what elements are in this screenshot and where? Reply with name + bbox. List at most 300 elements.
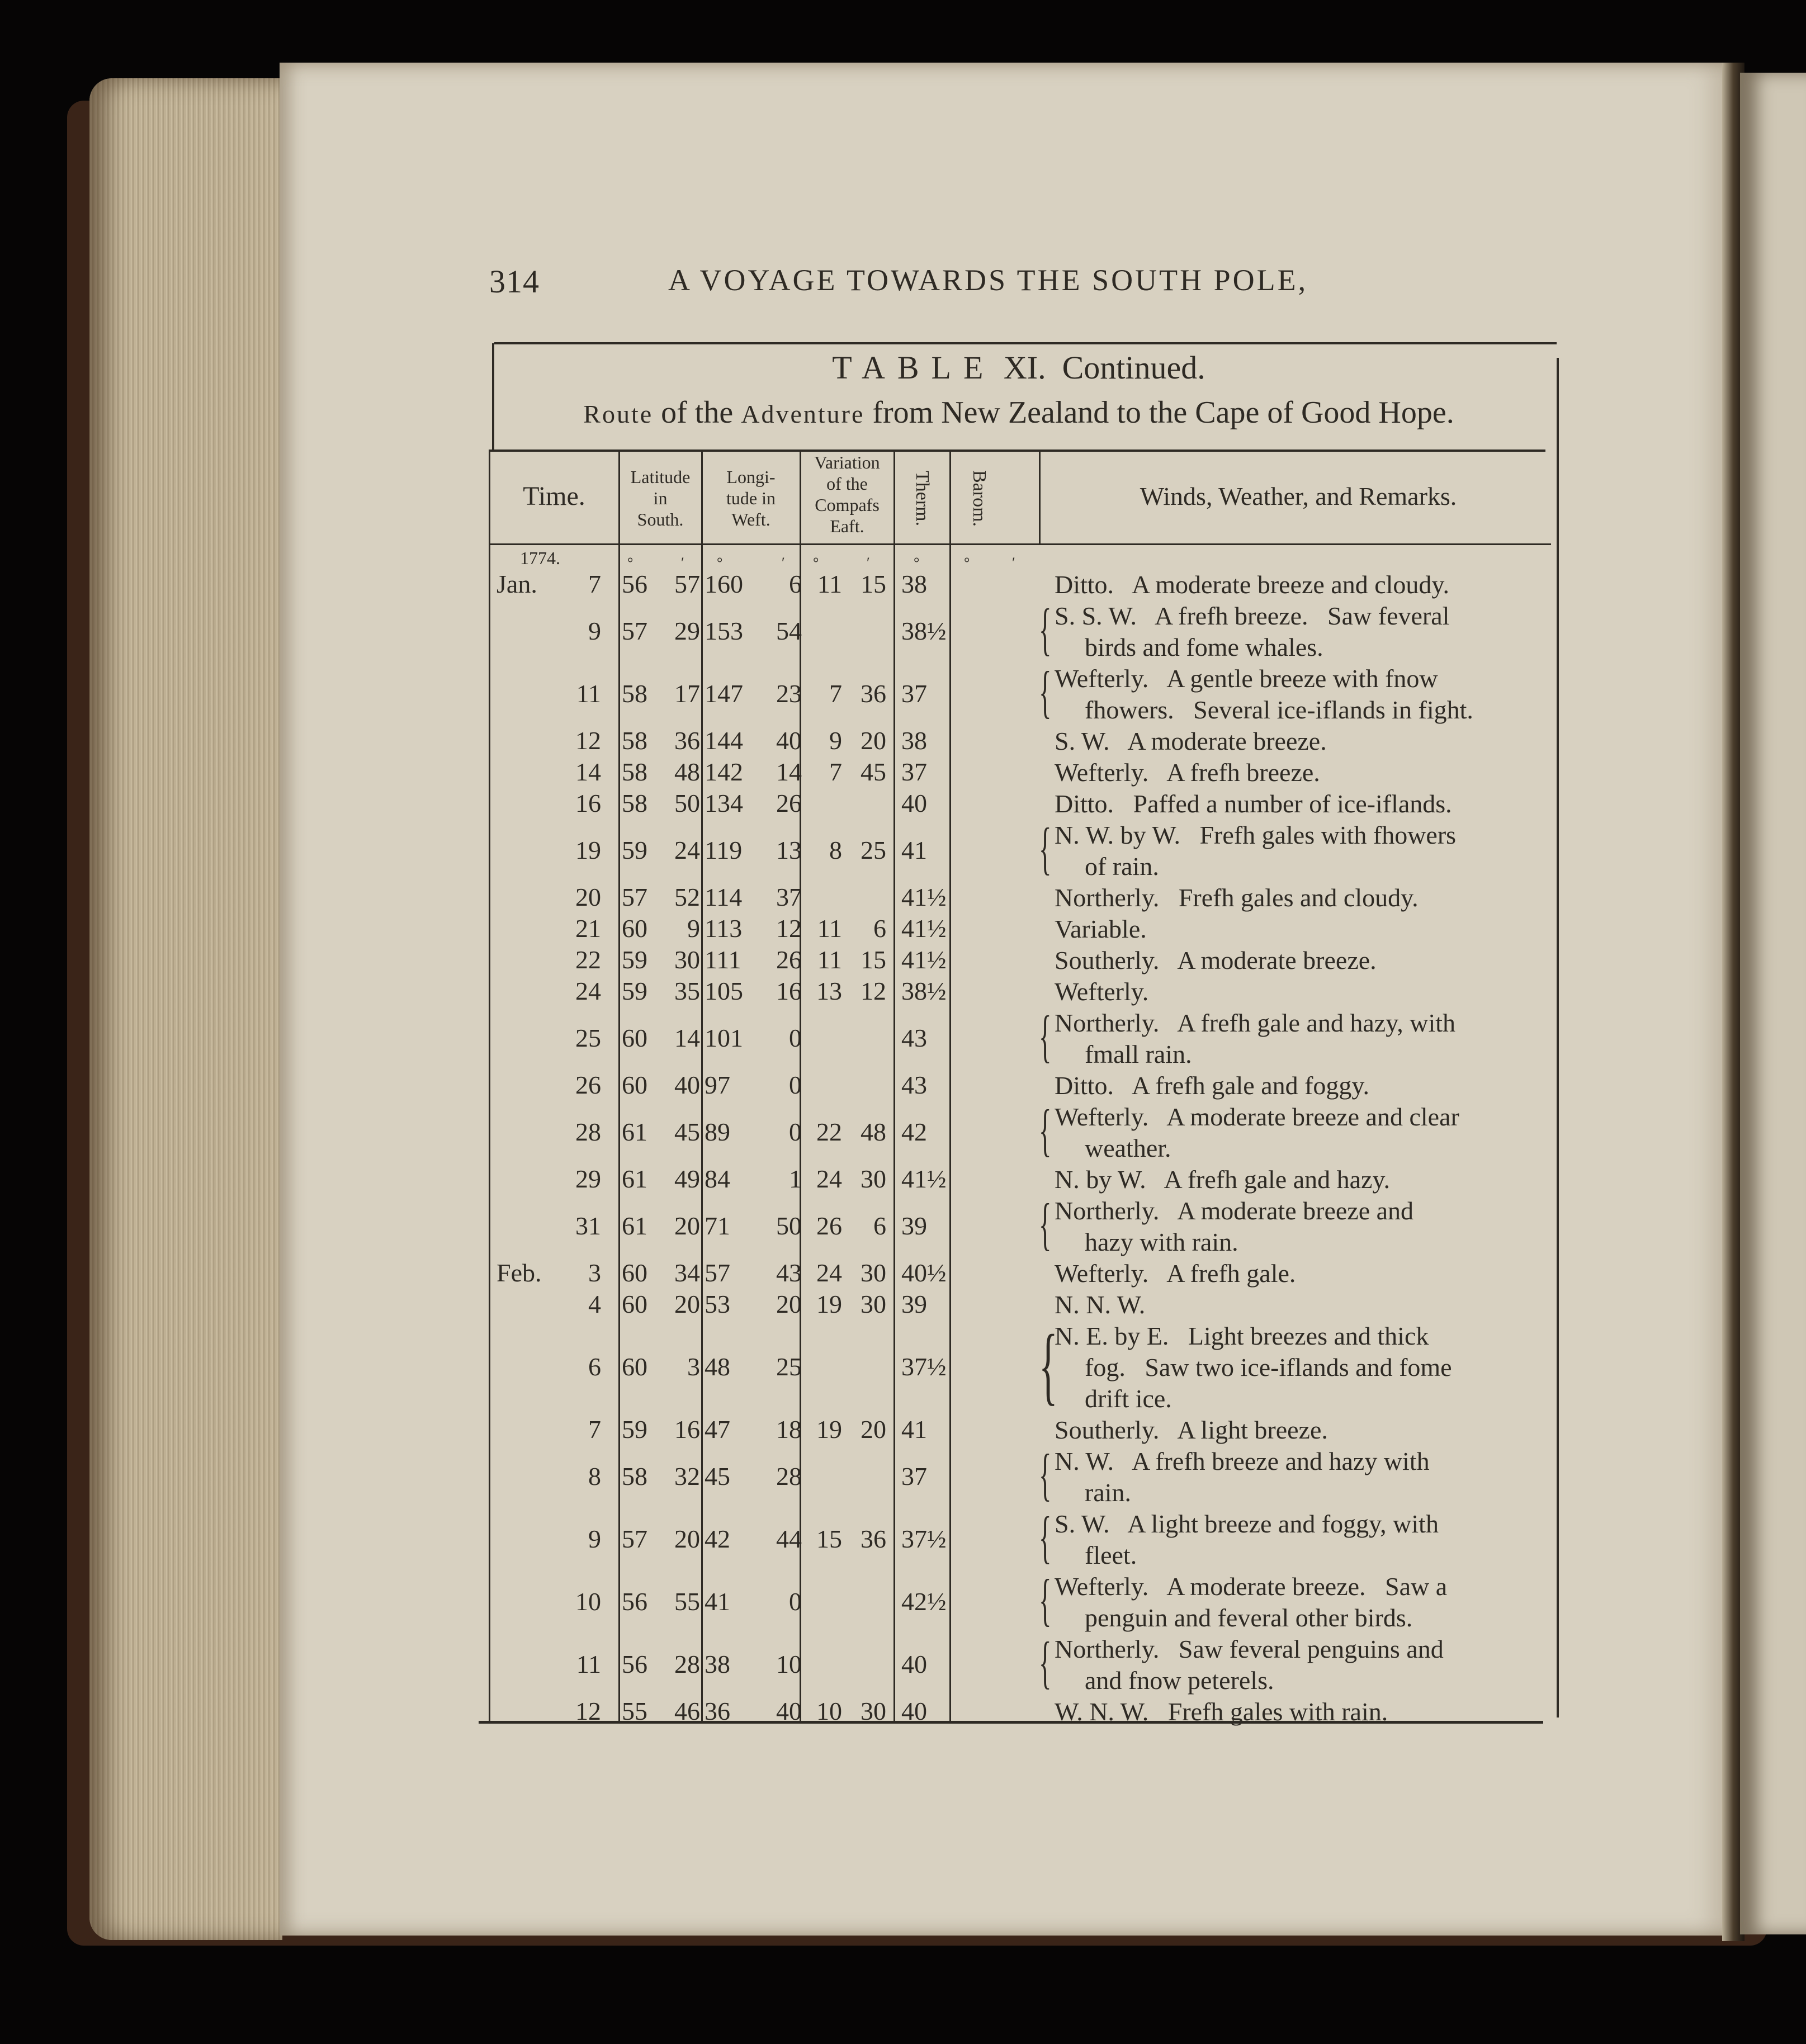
latitude-degrees: 59 bbox=[622, 836, 647, 864]
latitude-degrees: 59 bbox=[622, 1415, 647, 1444]
latitude-minutes: 34 bbox=[674, 1258, 700, 1287]
remark-text bbox=[1055, 882, 1560, 914]
variation-minutes: 12 bbox=[861, 977, 886, 1005]
remark-text bbox=[1055, 1289, 1560, 1321]
variation-degrees: 19 bbox=[816, 1290, 842, 1318]
header-variation-line: Compafs bbox=[815, 495, 880, 515]
longitude-degrees: 71 bbox=[705, 1212, 730, 1240]
remark-line: and fnow peterels. bbox=[1085, 1666, 1274, 1695]
thermometer-reading: 42½ bbox=[901, 1587, 947, 1616]
latitude-minutes: 20 bbox=[674, 1290, 700, 1318]
table-row bbox=[475, 1070, 1562, 1101]
latitude-minutes: 28 bbox=[674, 1650, 700, 1678]
remark-line: fog. Saw two ice-iflands and fome bbox=[1085, 1353, 1452, 1381]
header-bottom-rule bbox=[489, 543, 1551, 545]
remark-text bbox=[1055, 757, 1560, 788]
row-day: 29 bbox=[575, 1165, 601, 1193]
table-numeral: XI. bbox=[1003, 349, 1046, 386]
row-month: Jan. bbox=[497, 570, 537, 598]
row-day: 6 bbox=[588, 1352, 601, 1381]
latitude-minutes: 29 bbox=[674, 617, 700, 645]
table-row bbox=[475, 1164, 1562, 1195]
longitude-minutes: 14 bbox=[776, 758, 802, 786]
latitude-minutes: 9 bbox=[687, 914, 700, 943]
header-top-rule bbox=[489, 450, 1545, 452]
thermometer-reading: 37½ bbox=[901, 1352, 947, 1381]
header-latitude-line: in bbox=[653, 488, 668, 508]
latitude-minutes: 35 bbox=[674, 977, 700, 1005]
latitude-minutes: 40 bbox=[674, 1071, 700, 1099]
remark-line: S. W. A moderate breeze. bbox=[1055, 727, 1327, 755]
row-day: 28 bbox=[575, 1118, 601, 1146]
longitude-minutes: 26 bbox=[776, 945, 802, 974]
latitude-degrees: 59 bbox=[622, 945, 647, 974]
latitude-degrees: 57 bbox=[622, 617, 647, 645]
table-continued: Continued. bbox=[1062, 349, 1205, 386]
longitude-degrees: 113 bbox=[705, 914, 743, 943]
remark-line: rain. bbox=[1085, 1478, 1132, 1507]
degree-mark: ° bbox=[717, 555, 723, 571]
header-variation-line: Eaft. bbox=[830, 516, 864, 536]
remark-line: S. S. W. A frefh breeze. Saw feveral bbox=[1055, 602, 1450, 630]
table-row bbox=[475, 1696, 1562, 1728]
remark-text bbox=[1055, 1070, 1560, 1101]
row-day: 31 bbox=[575, 1212, 601, 1240]
header-time: Time. bbox=[523, 481, 585, 511]
latitude-minutes: 20 bbox=[674, 1212, 700, 1240]
degree-mark: ° bbox=[964, 555, 970, 571]
subtitle-route-text: from New Zealand to the Cape of Good Hope. bbox=[864, 395, 1454, 430]
longitude-minutes: 0 bbox=[789, 1024, 802, 1052]
remark-brace: { bbox=[1039, 1098, 1052, 1162]
thermometer-reading: 41½ bbox=[901, 914, 947, 943]
row-day: 24 bbox=[575, 977, 601, 1005]
table-row bbox=[475, 1630, 1562, 1696]
table-row bbox=[475, 1442, 1562, 1508]
remark-line: hazy with rain. bbox=[1085, 1228, 1238, 1256]
table-row bbox=[475, 945, 1562, 976]
latitude-degrees: 56 bbox=[622, 570, 647, 598]
variation-minutes: 30 bbox=[861, 1258, 886, 1287]
running-title: A VOYAGE TOWARDS THE SOUTH POLE, bbox=[668, 263, 1308, 297]
latitude-degrees: 60 bbox=[622, 914, 647, 943]
header-longitude-line: tude in bbox=[726, 488, 776, 508]
longitude-degrees: 41 bbox=[705, 1587, 730, 1616]
latitude-minutes: 30 bbox=[674, 945, 700, 974]
longitude-degrees: 153 bbox=[705, 617, 743, 645]
facing-page-edge bbox=[1740, 73, 1806, 1934]
remark-line: Ditto. A frefh gale and foggy. bbox=[1055, 1071, 1369, 1100]
table-row bbox=[475, 976, 1562, 1007]
degree-mark: ° bbox=[914, 555, 920, 571]
remark-line: Wefterly. A moderate breeze. Saw a bbox=[1055, 1572, 1448, 1601]
latitude-degrees: 55 bbox=[622, 1697, 647, 1725]
latitude-degrees: 57 bbox=[622, 1525, 647, 1553]
minute-mark: ′ bbox=[782, 555, 785, 571]
header-therm: Therm. bbox=[912, 471, 933, 527]
table-row bbox=[475, 726, 1562, 757]
row-day: 8 bbox=[588, 1462, 601, 1491]
header-variation bbox=[801, 452, 893, 537]
variation-degrees: 15 bbox=[816, 1525, 842, 1553]
latitude-minutes: 48 bbox=[674, 758, 700, 786]
longitude-degrees: 101 bbox=[705, 1024, 743, 1052]
latitude-degrees: 56 bbox=[622, 1587, 647, 1616]
longitude-minutes: 0 bbox=[789, 1587, 802, 1616]
longitude-degrees: 38 bbox=[705, 1650, 730, 1678]
variation-minutes: 25 bbox=[861, 836, 886, 864]
longitude-degrees: 119 bbox=[705, 836, 743, 864]
latitude-degrees: 58 bbox=[622, 789, 647, 817]
thermometer-reading: 37½ bbox=[901, 1525, 947, 1553]
remark-line: N. W. A frefh breeze and hazy with bbox=[1055, 1447, 1430, 1475]
row-day: 9 bbox=[588, 617, 601, 645]
remark-line: N. N. W. bbox=[1055, 1290, 1146, 1319]
longitude-minutes: 13 bbox=[776, 836, 802, 864]
remark-brace: { bbox=[1039, 1630, 1052, 1695]
thermometer-reading: 40 bbox=[901, 789, 927, 817]
row-day: 26 bbox=[575, 1071, 601, 1099]
variation-degrees: 11 bbox=[817, 570, 842, 598]
thermometer-reading: 41½ bbox=[901, 1165, 947, 1193]
latitude-minutes: 36 bbox=[674, 726, 700, 755]
remark-line: Northerly. A frefh gale and hazy, with bbox=[1055, 1009, 1456, 1037]
thermometer-reading: 40 bbox=[901, 1650, 927, 1678]
table-label: TABLE bbox=[832, 349, 996, 386]
longitude-minutes: 12 bbox=[776, 914, 802, 943]
variation-minutes: 20 bbox=[861, 726, 886, 755]
longitude-degrees: 42 bbox=[705, 1525, 730, 1553]
longitude-minutes: 1 bbox=[789, 1165, 802, 1193]
longitude-minutes: 0 bbox=[789, 1071, 802, 1099]
table-top-rule bbox=[494, 342, 1557, 344]
longitude-minutes: 0 bbox=[789, 1118, 802, 1146]
remark-text bbox=[1055, 726, 1560, 757]
variation-minutes: 6 bbox=[873, 1212, 886, 1240]
remark-text bbox=[1055, 1195, 1560, 1258]
data-table bbox=[475, 335, 1562, 1729]
variation-degrees: 8 bbox=[829, 836, 842, 864]
longitude-minutes: 23 bbox=[776, 679, 802, 708]
longitude-degrees: 114 bbox=[705, 883, 743, 911]
variation-minutes: 30 bbox=[861, 1290, 886, 1318]
table-row bbox=[475, 1317, 1562, 1414]
header-latitude-line: Latitude bbox=[630, 467, 691, 487]
variation-degrees: 22 bbox=[816, 1118, 842, 1146]
longitude-minutes: 54 bbox=[776, 617, 802, 645]
row-day: 4 bbox=[588, 1290, 601, 1318]
thermometer-reading: 37 bbox=[901, 758, 927, 786]
thermometer-reading: 41½ bbox=[901, 945, 947, 974]
longitude-minutes: 40 bbox=[776, 1697, 802, 1725]
longitude-minutes: 20 bbox=[776, 1290, 802, 1318]
variation-minutes: 6 bbox=[873, 914, 886, 943]
remark-text bbox=[1055, 976, 1560, 1007]
row-day: 12 bbox=[575, 1697, 601, 1725]
remark-brace: { bbox=[1039, 1004, 1052, 1068]
row-day: 19 bbox=[575, 836, 601, 864]
table-row bbox=[475, 660, 1562, 726]
thermometer-reading: 38 bbox=[901, 726, 927, 755]
variation-degrees: 19 bbox=[816, 1415, 842, 1444]
remark-text bbox=[1055, 663, 1560, 726]
remark-text bbox=[1055, 1446, 1560, 1508]
latitude-minutes: 49 bbox=[674, 1165, 700, 1193]
latitude-minutes: 16 bbox=[674, 1415, 700, 1444]
variation-minutes: 15 bbox=[861, 945, 886, 974]
longitude-minutes: 28 bbox=[776, 1462, 802, 1491]
remark-brace: { bbox=[1039, 1505, 1052, 1569]
variation-degrees: 7 bbox=[829, 758, 842, 786]
header-longitude bbox=[702, 466, 800, 530]
remark-brace: { bbox=[1039, 816, 1052, 881]
remark-brace: { bbox=[1039, 1568, 1052, 1632]
remark-text bbox=[1055, 1508, 1560, 1571]
remark-line: fleet. bbox=[1085, 1541, 1137, 1569]
remark-brace: { bbox=[1039, 1442, 1052, 1507]
variation-degrees: 10 bbox=[816, 1697, 842, 1725]
latitude-degrees: 60 bbox=[622, 1071, 647, 1099]
header-barom: Barom. bbox=[969, 470, 990, 527]
table-row bbox=[475, 914, 1562, 945]
thermometer-reading: 37 bbox=[901, 679, 927, 708]
row-day: 11 bbox=[576, 1650, 601, 1678]
remark-text bbox=[1055, 1007, 1560, 1070]
remark-line: Northerly. Saw feveral penguins and bbox=[1055, 1635, 1444, 1663]
latitude-minutes: 24 bbox=[674, 836, 700, 864]
minute-mark: ′ bbox=[681, 555, 684, 571]
remark-line: Wefterly. A gentle breeze with fnow bbox=[1055, 664, 1438, 693]
remark-text bbox=[1055, 945, 1560, 976]
thermometer-reading: 41½ bbox=[901, 883, 947, 911]
table-subtitle bbox=[475, 395, 1562, 430]
table-row bbox=[475, 1192, 1562, 1258]
table-row bbox=[475, 1258, 1562, 1289]
longitude-degrees: 53 bbox=[705, 1290, 730, 1318]
table-row bbox=[475, 1414, 1562, 1446]
running-head bbox=[489, 263, 1389, 313]
latitude-minutes: 55 bbox=[674, 1587, 700, 1616]
latitude-degrees: 56 bbox=[622, 1650, 647, 1678]
row-day: 21 bbox=[575, 914, 601, 943]
longitude-minutes: 44 bbox=[776, 1525, 802, 1553]
remark-line: Northerly. Frefh gales and cloudy. bbox=[1055, 883, 1419, 912]
minute-mark: ′ bbox=[867, 555, 870, 571]
latitude-minutes: 3 bbox=[687, 1352, 700, 1381]
remark-line: Variable. bbox=[1055, 915, 1147, 943]
variation-degrees: 24 bbox=[816, 1258, 842, 1287]
longitude-degrees: 160 bbox=[705, 570, 743, 598]
longitude-degrees: 144 bbox=[705, 726, 743, 755]
remark-line: fmall rain. bbox=[1085, 1040, 1192, 1068]
table-row bbox=[475, 757, 1562, 788]
latitude-minutes: 57 bbox=[674, 570, 700, 598]
thermometer-reading: 39 bbox=[901, 1212, 927, 1240]
remark-text bbox=[1055, 1414, 1560, 1446]
thermometer-reading: 41 bbox=[901, 1415, 927, 1444]
row-day: 22 bbox=[575, 945, 601, 974]
remark-line: S. W. A light breeze and foggy, with bbox=[1055, 1510, 1439, 1538]
row-day: 11 bbox=[576, 679, 601, 708]
row-day: 7 bbox=[588, 570, 601, 598]
remark-line: Wefterly. bbox=[1055, 977, 1149, 1006]
remark-line: Wefterly. A moderate breeze and clear bbox=[1055, 1103, 1459, 1131]
longitude-degrees: 142 bbox=[705, 758, 743, 786]
longitude-degrees: 147 bbox=[705, 679, 743, 708]
remark-brace: { bbox=[1039, 597, 1052, 661]
remark-text bbox=[1055, 820, 1560, 882]
row-day: 14 bbox=[575, 758, 601, 786]
degree-mark: ° bbox=[813, 555, 819, 571]
remark-text bbox=[1055, 600, 1560, 663]
thermometer-reading: 40 bbox=[901, 1697, 927, 1725]
remark-line: birds and fome whales. bbox=[1085, 633, 1323, 661]
remark-line: Ditto. A moderate breeze and cloudy. bbox=[1055, 570, 1449, 599]
remark-text bbox=[1055, 1164, 1560, 1195]
remark-text bbox=[1055, 914, 1560, 945]
row-day: 7 bbox=[588, 1415, 601, 1444]
variation-minutes: 36 bbox=[861, 1525, 886, 1553]
remark-text bbox=[1055, 1571, 1560, 1634]
longitude-degrees: 97 bbox=[705, 1071, 730, 1099]
latitude-degrees: 61 bbox=[622, 1118, 647, 1146]
latitude-minutes: 45 bbox=[674, 1118, 700, 1146]
latitude-minutes: 20 bbox=[674, 1525, 700, 1553]
row-day: 20 bbox=[575, 883, 601, 911]
remark-line: penguin and feveral other birds. bbox=[1085, 1603, 1413, 1632]
row-day: 10 bbox=[575, 1587, 601, 1616]
table-row bbox=[475, 882, 1562, 914]
header-latitude-line: South. bbox=[637, 509, 684, 529]
header-remarks: Winds, Weather, and Remarks. bbox=[1140, 482, 1457, 510]
variation-minutes: 45 bbox=[861, 758, 886, 786]
longitude-minutes: 18 bbox=[776, 1415, 802, 1444]
thermometer-reading: 42 bbox=[901, 1118, 927, 1146]
longitude-degrees: 48 bbox=[705, 1352, 730, 1381]
remark-line: N. W. by W. Frefh gales with fhowers bbox=[1055, 821, 1457, 849]
latitude-degrees: 59 bbox=[622, 977, 647, 1005]
header-variation-line: Variation bbox=[814, 452, 880, 472]
table-row bbox=[475, 1505, 1562, 1571]
latitude-degrees: 61 bbox=[622, 1212, 647, 1240]
header-latitude bbox=[620, 466, 701, 530]
remark-line: W. N. W. Frefh gales with rain. bbox=[1055, 1697, 1388, 1726]
thermometer-reading: 39 bbox=[901, 1290, 927, 1318]
table-row bbox=[475, 597, 1562, 663]
remark-brace: { bbox=[1039, 1192, 1052, 1256]
thermometer-reading: 38½ bbox=[901, 977, 947, 1005]
remark-text bbox=[1055, 569, 1560, 600]
remark-text bbox=[1055, 1696, 1560, 1728]
row-month: Feb. bbox=[497, 1258, 542, 1287]
table-row bbox=[475, 1568, 1562, 1634]
thermometer-reading: 40½ bbox=[901, 1258, 947, 1287]
longitude-minutes: 10 bbox=[776, 1650, 802, 1678]
latitude-degrees: 60 bbox=[622, 1024, 647, 1052]
remark-line: Southerly. A moderate breeze. bbox=[1055, 946, 1377, 974]
remark-line: drift ice. bbox=[1085, 1384, 1172, 1413]
remark-text bbox=[1055, 1634, 1560, 1696]
longitude-degrees: 134 bbox=[705, 789, 743, 817]
row-day: 25 bbox=[575, 1024, 601, 1052]
variation-degrees: 7 bbox=[829, 679, 842, 708]
remark-brace: { bbox=[1039, 1317, 1058, 1413]
variation-degrees: 9 bbox=[829, 726, 842, 755]
latitude-degrees: 60 bbox=[622, 1352, 647, 1381]
thermometer-reading: 38 bbox=[901, 570, 927, 598]
variation-degrees: 24 bbox=[816, 1165, 842, 1193]
remark-text bbox=[1055, 1321, 1560, 1414]
latitude-minutes: 46 bbox=[674, 1697, 700, 1725]
latitude-degrees: 58 bbox=[622, 679, 647, 708]
latitude-degrees: 58 bbox=[622, 758, 647, 786]
longitude-minutes: 50 bbox=[776, 1212, 802, 1240]
thermometer-reading: 43 bbox=[901, 1024, 927, 1052]
remark-line: Southerly. A light breeze. bbox=[1055, 1416, 1328, 1444]
longitude-degrees: 89 bbox=[705, 1118, 730, 1146]
table-row bbox=[475, 1289, 1562, 1321]
row-day: 12 bbox=[575, 726, 601, 755]
subtitle-of-the: of the bbox=[653, 395, 741, 430]
longitude-minutes: 37 bbox=[776, 883, 802, 911]
variation-minutes: 15 bbox=[861, 570, 886, 598]
longitude-degrees: 57 bbox=[705, 1258, 730, 1287]
degree-mark: ° bbox=[627, 555, 633, 571]
minute-mark: ′ bbox=[1012, 555, 1015, 571]
remark-text bbox=[1055, 788, 1560, 820]
remark-line: Wefterly. A frefh gale. bbox=[1055, 1259, 1296, 1288]
remark-line: Northerly. A moderate breeze and bbox=[1055, 1196, 1414, 1225]
latitude-minutes: 17 bbox=[674, 679, 700, 708]
header-variation-line: of the bbox=[826, 474, 868, 494]
latitude-degrees: 58 bbox=[622, 1462, 647, 1491]
longitude-minutes: 43 bbox=[776, 1258, 802, 1287]
thermometer-reading: 41 bbox=[901, 836, 927, 864]
remark-line: fhowers. Several ice-iflands in fight. bbox=[1085, 695, 1473, 724]
variation-degrees: 26 bbox=[816, 1212, 842, 1240]
variation-degrees: 13 bbox=[816, 977, 842, 1005]
thermometer-reading: 43 bbox=[901, 1071, 927, 1099]
page-number: 314 bbox=[489, 263, 540, 300]
table-row bbox=[475, 569, 1562, 600]
remark-line: weather. bbox=[1085, 1134, 1171, 1162]
subtitle-ship: Adventure bbox=[741, 400, 865, 428]
latitude-degrees: 60 bbox=[622, 1290, 647, 1318]
remark-line: Wefterly. A frefh breeze. bbox=[1055, 758, 1320, 787]
longitude-degrees: 36 bbox=[705, 1697, 730, 1725]
remark-line: N. by W. A frefh gale and hazy. bbox=[1055, 1165, 1390, 1194]
table-row bbox=[475, 1004, 1562, 1070]
thermometer-reading: 37 bbox=[901, 1462, 927, 1491]
latitude-degrees: 61 bbox=[622, 1165, 647, 1193]
variation-degrees: 11 bbox=[817, 914, 842, 943]
longitude-degrees: 84 bbox=[705, 1165, 730, 1193]
remark-text bbox=[1055, 1101, 1560, 1164]
subtitle-route: Route bbox=[583, 400, 654, 428]
variation-minutes: 48 bbox=[861, 1118, 886, 1146]
row-day: 9 bbox=[588, 1525, 601, 1553]
variation-minutes: 30 bbox=[861, 1165, 886, 1193]
table-row bbox=[475, 816, 1562, 882]
variation-minutes: 20 bbox=[861, 1415, 886, 1444]
latitude-minutes: 50 bbox=[674, 789, 700, 817]
remark-line: Ditto. Paffed a number of ice-iflands. bbox=[1055, 789, 1452, 818]
table-row bbox=[475, 1098, 1562, 1164]
longitude-degrees: 45 bbox=[705, 1462, 730, 1491]
latitude-degrees: 58 bbox=[622, 726, 647, 755]
remark-text bbox=[1055, 1258, 1560, 1289]
page-edges bbox=[89, 78, 282, 1940]
